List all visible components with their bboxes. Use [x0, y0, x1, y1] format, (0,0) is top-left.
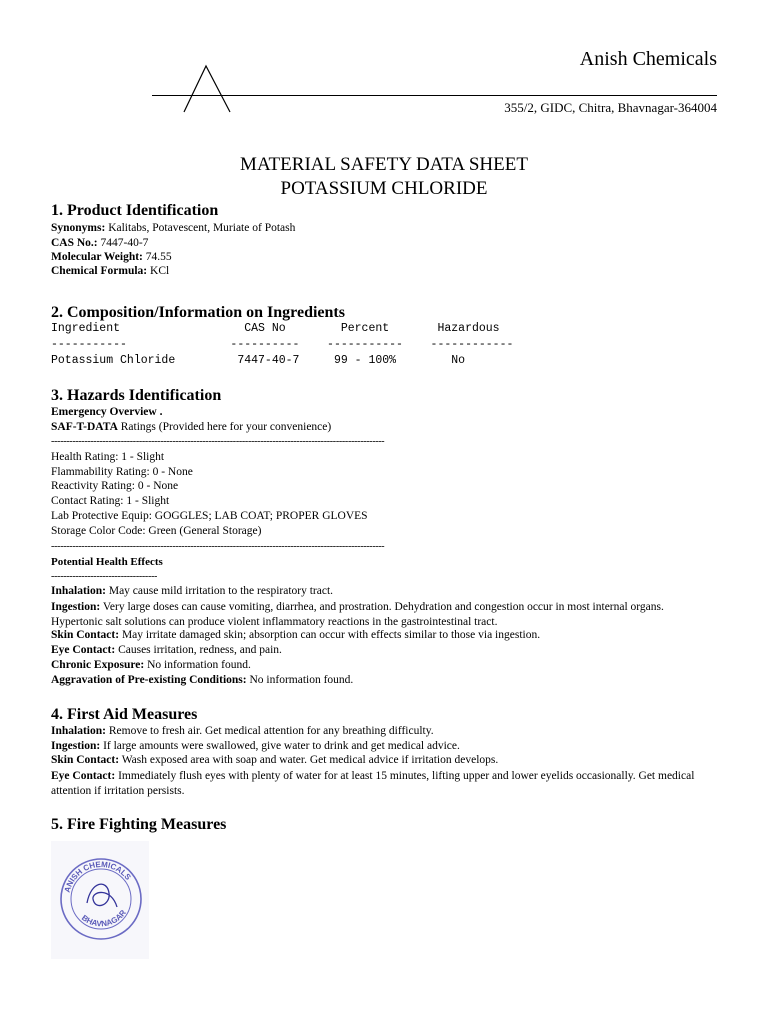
firstaid-inhalation — [51, 725, 434, 737]
health-effects-heading: Potential Health Effects — [51, 556, 163, 568]
chronic-text: No information found. — [147, 659, 251, 671]
inhalation-label: Inhalation: — [51, 585, 106, 597]
aggravation-label: Aggravation of Pre-existing Conditions: — [51, 674, 247, 686]
mw-value: 74.55 — [145, 251, 172, 263]
ratings-bottom-rule: -------------------------------------------------------------------------------------------------------------- — [51, 541, 385, 552]
saf-text: Ratings (Provided here for your convenience) — [120, 421, 332, 433]
formula-value: KCl — [150, 265, 170, 277]
effect-ingestion — [51, 600, 711, 630]
stamp-text-top: ANISH CHEMICALS — [62, 859, 133, 894]
fa-skin-label: Skin Contact: — [51, 754, 120, 766]
stamp-seal-icon — [51, 841, 149, 959]
effect-skin — [51, 629, 540, 641]
header-rule — [152, 95, 717, 96]
mw-label: Molecular Weight: — [51, 251, 143, 263]
title-line-1: MATERIAL SAFETY DATA SHEET — [240, 154, 528, 175]
effect-inhalation — [51, 585, 333, 597]
saf-t-data-line — [51, 421, 331, 433]
fa-ingestion-text: If large amounts were swallowed, give water to drink and get medical advice. — [103, 740, 460, 752]
company-stamp — [51, 841, 149, 959]
ingestion-text: Very large doses can cause vomiting, diarrhea, and prostration. Dehydration and congestion occur in most internal organs. Hypertonic salt solutions can produce violent inflammatory reactions in the gastrointestinal tract. — [51, 601, 664, 628]
skin-text: May irritate damaged skin; absorption can occur with effects similar to those via ingestion. — [121, 629, 541, 641]
firstaid-eye — [51, 769, 711, 799]
company-address: 355/2, GIDC, Chitra, Bhavnagar-364004 — [504, 100, 717, 115]
fa-skin-text: Wash exposed area with soap and water. Get medical advice if irritation develops. — [121, 754, 499, 766]
section-3-heading: 3. Hazards Identification — [51, 387, 222, 404]
effect-eye — [51, 644, 282, 656]
ingestion-label: Ingestion: — [51, 601, 101, 613]
fa-ingestion-label: Ingestion: — [51, 740, 101, 752]
emergency-overview: Emergency Overview . — [51, 406, 163, 418]
title-line-2: POTASSIUM CHLORIDE — [280, 178, 488, 199]
synonyms-value: Kalitabs, Potavescent, Muriate of Potash — [108, 222, 296, 234]
chronic-label: Chronic Exposure: — [51, 659, 145, 671]
fa-inhalation-text: Remove to fresh air. Get medical attention for any breathing difficulty. — [108, 725, 434, 737]
rating-line: Reactivity Rating: 0 - None — [51, 480, 179, 492]
aggravation-text: No information found. — [249, 674, 354, 686]
rating-line: Storage Color Code: Green (General Storage) — [51, 525, 262, 537]
formula-label: Chemical Formula: — [51, 265, 148, 277]
formula-line — [51, 265, 169, 277]
saf-label: SAF-T-DATA — [51, 421, 118, 433]
synonyms-label: Synonyms: — [51, 222, 106, 234]
firstaid-skin — [51, 754, 498, 766]
skin-label: Skin Contact: — [51, 629, 120, 641]
fa-eye-label: Eye Contact: — [51, 770, 116, 782]
section-1-heading: 1. Product Identification — [51, 202, 219, 219]
fa-inhalation-label: Inhalation: — [51, 725, 106, 737]
rating-line: Lab Protective Equip: GOGGLES; LAB COAT; PROPER GLOVES — [51, 510, 368, 522]
stamp-text-bottom: BHAVNAGAR — [79, 908, 128, 929]
rating-line: Flammability Rating: 0 - None — [51, 466, 193, 478]
section-5-heading: 5. Fire Fighting Measures — [51, 816, 227, 833]
effect-chronic — [51, 659, 251, 671]
eye-text: Causes irritation, redness, and pain. — [118, 644, 282, 656]
ratings-top-rule: -------------------------------------------------------------------------------------------------------------- — [51, 436, 385, 447]
rating-line: Health Rating: 1 - Slight — [51, 451, 165, 463]
company-name: Anish Chemicals — [579, 48, 717, 70]
cas-line — [51, 237, 148, 249]
rating-line: Contact Rating: 1 - Slight — [51, 495, 170, 507]
logo-triangle-icon — [180, 62, 236, 116]
health-effects-rule: ----------------------------------- — [51, 571, 158, 582]
section-4-heading: 4. First Aid Measures — [51, 706, 198, 723]
eye-label: Eye Contact: — [51, 644, 116, 656]
ingredients-table-header: Ingredient CAS No Percent Hazardous — [51, 322, 500, 335]
cas-value: 7447-40-7 — [100, 237, 149, 249]
fa-eye-text: Immediately flush eyes with plenty of water for at least 15 minutes, lifting upper and lower eyelids occasionally. Get medical attention if irritation persists. — [51, 770, 695, 797]
firstaid-ingestion — [51, 740, 460, 752]
ingredients-table-row: Potassium Chloride 7447-40-7 99 - 100% No — [51, 354, 466, 367]
section-2-heading: 2. Composition/Information on Ingredients — [51, 304, 345, 321]
effect-aggravation — [51, 674, 353, 686]
molecular-weight-line — [51, 251, 172, 263]
inhalation-text: May cause mild irritation to the respiratory tract. — [108, 585, 334, 597]
document-title — [0, 153, 768, 201]
cas-label: CAS No.: — [51, 237, 98, 249]
ingredients-table-rule: ----------- ---------- ----------- ------------ — [51, 338, 514, 351]
synonyms-line — [51, 222, 295, 234]
